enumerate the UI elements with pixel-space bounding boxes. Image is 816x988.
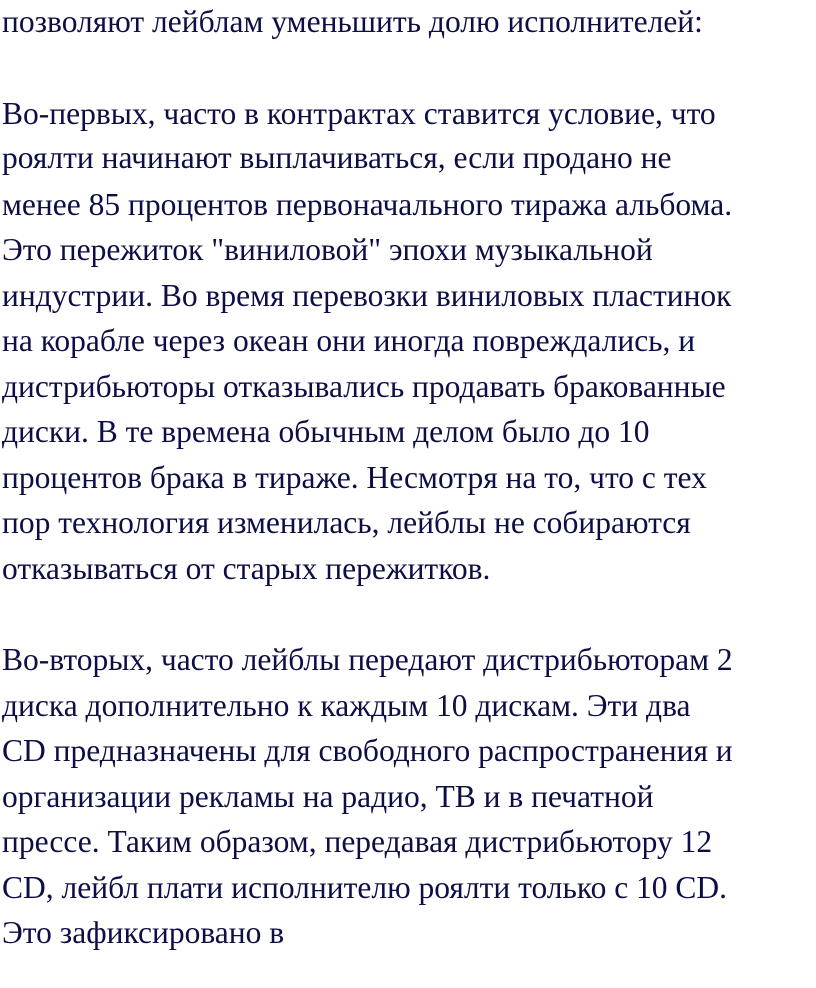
text-line-p1-8: диски. В те времена обычным делом было до 10 [2,414,650,449]
text-line-p2-3: CD предназначены для свободного распространения и [2,733,733,768]
text-line-p1-9: процентов брака в тираже. Несмотря на то, что с тех [2,460,707,495]
text-line-p1-2: роялти начинают выплачиваться, если продано не [2,140,672,175]
text-line-p1-5: индустрии. Во время перевозки виниловых пластинок [2,278,732,313]
text-line-p1-6: на корабле через океан они иногда повреждались, и [2,323,696,358]
text-line-p2-1: Во-вторых, часто лейблы передают дистрибьюторам 2 [2,642,733,677]
text-line-p1-4: Это пережиток "виниловой" эпохи музыкальной [2,232,653,267]
text-line-p1-7: дистрибьюторы отказывались продавать бракованные [2,369,726,404]
text-line-p2-7: Это зафиксировано в [2,915,285,950]
text-line-p2-2: диска дополнительно к каждым 10 дискам. Эти два [2,688,691,723]
text-line-p2-5: прессе. Таким образом, передавая дистрибьютору 12 [2,824,713,859]
text-line-p1-11: отказываться от старых пережитков. [2,551,491,586]
text-line-p1-10: пор технология изменилась, лейблы не собираются [2,505,691,540]
text-line-p2-6: CD, лейбл плати исполнителю роялти только с 10 CD. [2,870,728,905]
text-line-p1-3: менее 85 процентов первоначального тиража альбома. [2,187,733,222]
text-line-p2-4: организации рекламы на радио, ТВ и в печатной [2,779,654,814]
text-line-intro: позволяют лейблам уменьшить долю исполнителей: [2,4,703,39]
text-line-p1-1: Во-первых, часто в контрактах ставится условие, что [2,96,716,131]
